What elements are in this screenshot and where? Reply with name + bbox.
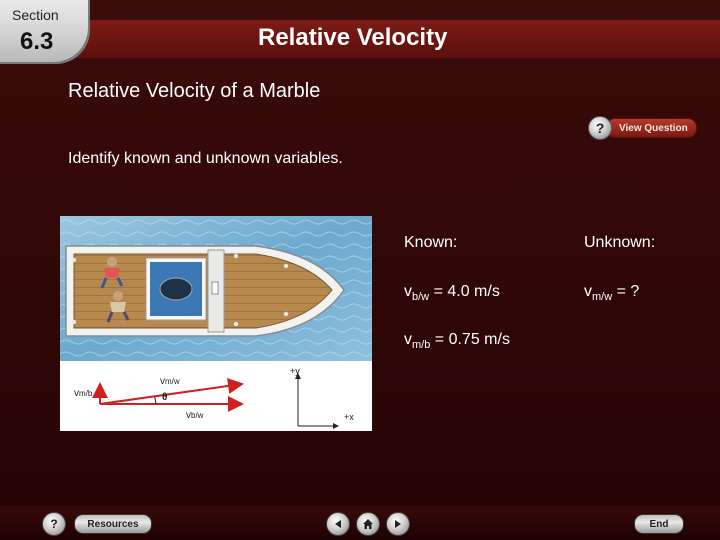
back-arrow-icon: [333, 519, 343, 529]
known-vb-w: $v_{b/w} = 4.0$ m/s: [404, 283, 500, 303]
chapter-title: Relative Velocity: [258, 24, 448, 51]
label-axis-x: +x: [344, 412, 354, 422]
home-icon: [362, 518, 374, 530]
view-question-label: View Question: [606, 118, 697, 138]
home-button[interactable]: [356, 512, 380, 536]
resources-button[interactable]: Resources: [74, 514, 152, 534]
unknown-header: Unknown:: [584, 234, 656, 251]
forward-button[interactable]: [386, 512, 410, 536]
unknown-vm-w: $v_{m/w}$ = ?: [584, 283, 640, 303]
section-label: Section: [12, 7, 59, 23]
section-number: 6.3: [20, 28, 54, 55]
view-question-button[interactable]: [588, 116, 698, 140]
forward-arrow-icon: [393, 519, 403, 529]
end-button[interactable]: End: [634, 514, 684, 534]
figure-illustration: [60, 216, 372, 431]
help-button[interactable]: [42, 512, 66, 536]
instruction-text: Identify known and unknown variables.: [68, 150, 343, 167]
question-icon: ?: [50, 517, 58, 531]
label-axis-y: +y: [290, 366, 300, 376]
label-vb-w: vb/w: [186, 410, 204, 421]
known-vm-b: $v_{m/b} = 0.75$ m/s: [404, 331, 510, 351]
known-header: Known:: [404, 234, 458, 251]
label-vm-b: vm/b: [74, 388, 93, 399]
back-button[interactable]: [326, 512, 350, 536]
slide-title: Relative Velocity of a Marble: [68, 80, 321, 102]
label-vm-w: vm/w: [160, 376, 180, 387]
label-theta: θ: [162, 392, 168, 403]
marble-boat-figure: [60, 216, 372, 431]
question-icon: ?: [588, 116, 612, 140]
